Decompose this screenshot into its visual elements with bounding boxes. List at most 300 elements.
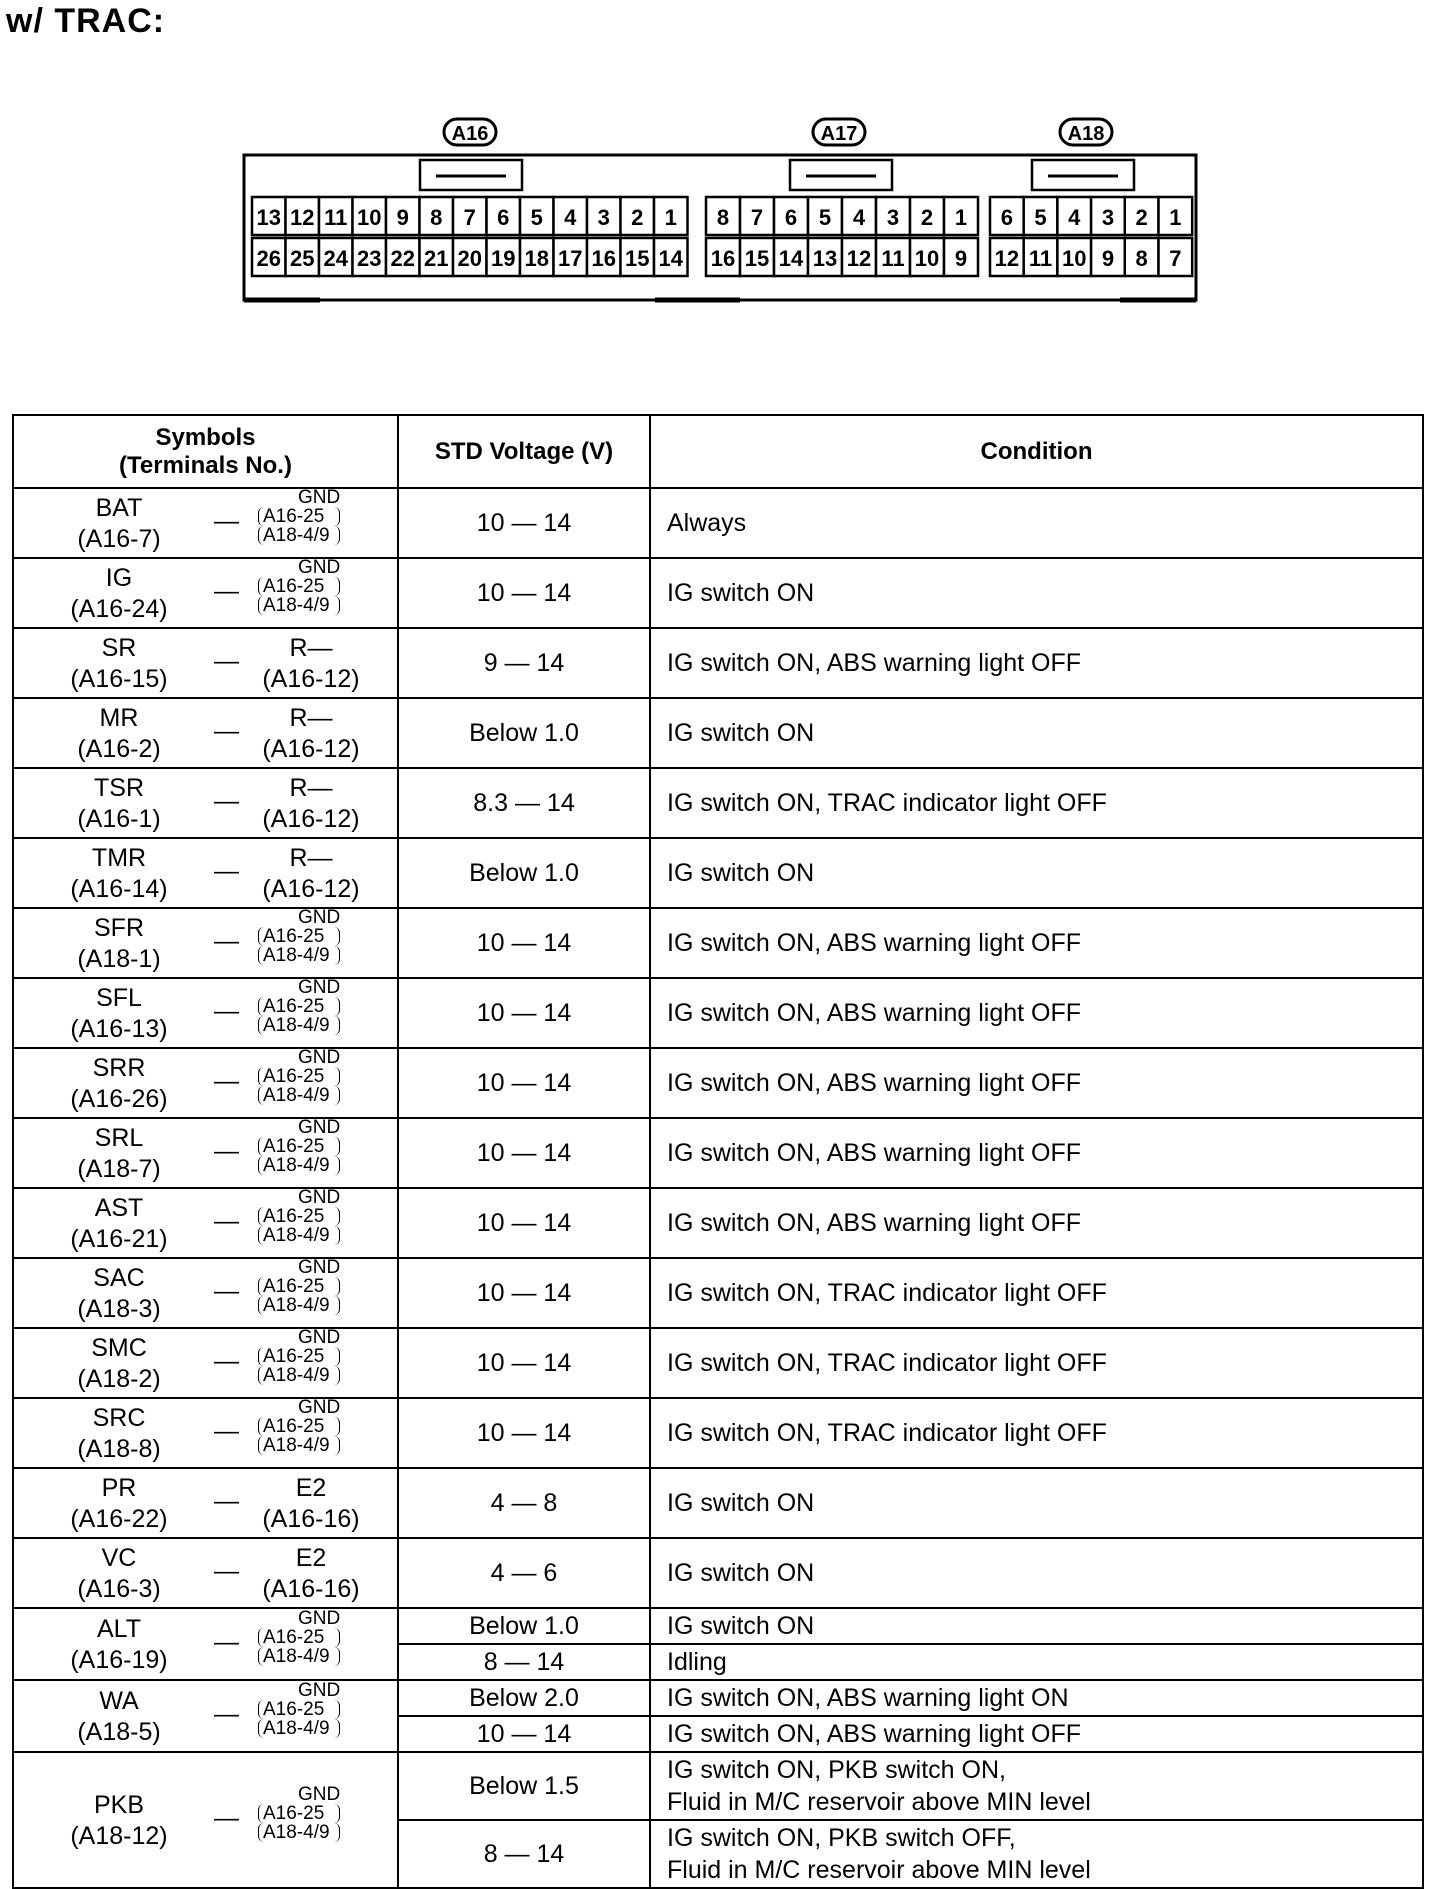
condition-cell: IG switch ON, TRAC indicator light OFF	[650, 1258, 1423, 1328]
symbol-cell	[14, 773, 224, 835]
voltage-cell: Below 1.0	[398, 1608, 650, 1644]
gnd-ref-2: A18-4/9	[258, 1016, 340, 1035]
symbol-column	[13, 838, 398, 908]
gnd-reference	[258, 1609, 340, 1666]
dash-separator: —	[214, 507, 239, 535]
gnd-label: GND	[298, 1397, 341, 1418]
voltage-cell: 8 — 14	[398, 1644, 650, 1680]
symbol-terminal: (A16-7)	[77, 525, 161, 553]
pin-number: 8	[430, 205, 443, 230]
symbol-terminal: (A16-2)	[77, 735, 161, 763]
svg-text:A17: A17	[820, 123, 858, 145]
condition-cell	[650, 1752, 1423, 1820]
voltage-cell: 10 — 14	[398, 1328, 650, 1398]
gnd-reference	[258, 978, 340, 1035]
dash-separator: —	[214, 1207, 239, 1235]
reference-terminal: (A16-12)	[262, 735, 360, 763]
reference-terminal: (A16-12)	[262, 665, 360, 693]
gnd-label: GND	[298, 1680, 341, 1701]
table-row	[13, 1258, 1423, 1328]
symbol-column	[13, 1680, 398, 1752]
pin-number: 13	[256, 205, 281, 230]
condition-cell: IG switch ON, ABS warning light OFF	[650, 628, 1423, 698]
pin-number: 22	[390, 246, 415, 271]
table-row	[13, 488, 1423, 558]
reference-name: E2	[295, 1474, 327, 1502]
table-row	[13, 978, 1423, 1048]
symbol-column	[13, 1538, 398, 1608]
table-row	[13, 1752, 1423, 1820]
pin-number: 9	[396, 205, 409, 230]
pin-number: 7	[750, 205, 764, 230]
svg-text:A16: A16	[451, 123, 489, 145]
table-row	[13, 1468, 1423, 1538]
gnd-ref-1: A16-25	[258, 1804, 340, 1823]
gnd-ref-2: A18-4/9	[258, 1823, 340, 1842]
table-row	[13, 698, 1423, 768]
symbol-name: SMC	[91, 1334, 147, 1362]
symbol-column	[13, 1398, 398, 1468]
table-row	[13, 1398, 1423, 1468]
dash-separator: —	[214, 1347, 239, 1375]
condition-cell: IG switch ON, TRAC indicator light OFF	[650, 1398, 1423, 1468]
reference-terminal: (A16-12)	[262, 875, 360, 903]
pin-number: 1	[664, 205, 677, 230]
symbol-cell	[14, 1193, 224, 1255]
condition-cell: IG switch ON	[650, 558, 1423, 628]
connector-label-a16	[444, 119, 496, 145]
symbol-name: WA	[99, 1687, 139, 1715]
gnd-ref-2: A18-4/9	[258, 1086, 340, 1105]
condition-cell: IG switch ON	[650, 1608, 1423, 1644]
gnd-ref-2: A18-4/9	[258, 1296, 340, 1315]
symbol-name: SR	[101, 634, 137, 662]
header-symbols	[13, 415, 398, 488]
voltage-cell: 4 — 8	[398, 1468, 650, 1538]
gnd-ref-1: A16-25	[258, 927, 340, 946]
symbol-name: PR	[101, 1474, 137, 1502]
pin-number: 11	[881, 246, 905, 271]
dash-separator: —	[214, 857, 239, 885]
reference-name: R—	[289, 844, 333, 872]
gnd-ref-1: A16-25	[258, 1277, 340, 1296]
symbol-column	[13, 698, 398, 768]
condition-cell: IG switch ON, TRAC indicator light OFF	[650, 768, 1423, 838]
gnd-ref-2: A18-4/9	[258, 946, 340, 965]
pin-number: 2	[920, 205, 934, 230]
pin-number: 12	[290, 205, 315, 230]
pin-number: 10	[914, 246, 940, 271]
table-row	[13, 1328, 1423, 1398]
pin-number: 23	[357, 246, 382, 271]
condition-line-2: Fluid in M/C reservoir above MIN level	[667, 1856, 1091, 1884]
symbol-cell	[14, 703, 224, 765]
symbol-cell	[14, 1686, 224, 1748]
table-row	[13, 1188, 1423, 1258]
pin-number: 19	[491, 246, 516, 271]
symbol-cell	[14, 1333, 224, 1395]
voltage-cell: Below 1.0	[398, 698, 650, 768]
pin-number: 4	[1068, 205, 1081, 230]
reference-name: E2	[295, 1544, 327, 1572]
voltage-cell: 9 — 14	[398, 628, 650, 698]
symbol-column	[13, 1118, 398, 1188]
reference-cell	[236, 773, 386, 835]
pin-number: 12	[994, 246, 1020, 271]
pin-number: 14	[778, 246, 804, 271]
symbol-name: VC	[101, 1544, 137, 1572]
dash-separator: —	[214, 997, 239, 1025]
symbol-name: TSR	[94, 774, 144, 802]
reference-name: R—	[289, 634, 333, 662]
gnd-label: GND	[298, 907, 341, 928]
symbol-column	[13, 978, 398, 1048]
pin-number: 4	[852, 205, 866, 230]
voltage-cell: Below 1.0	[398, 838, 650, 908]
gnd-ref-1: A16-25	[258, 1347, 340, 1366]
symbol-terminal: (A16-15)	[70, 665, 168, 693]
gnd-label: GND	[298, 1257, 341, 1278]
symbol-column	[13, 1752, 398, 1888]
table-row	[13, 1680, 1423, 1716]
condition-cell: IG switch ON, ABS warning light OFF	[650, 978, 1423, 1048]
symbol-cell	[14, 1053, 224, 1115]
symbol-terminal: (A16-26)	[70, 1085, 168, 1113]
symbol-cell	[14, 1123, 224, 1185]
gnd-reference	[258, 1048, 340, 1105]
header-symbols-label: Symbols	[155, 423, 256, 451]
dash-separator: —	[214, 1417, 239, 1445]
symbol-cell	[14, 1790, 224, 1852]
pin-number: 21	[424, 246, 449, 271]
pin-number: 10	[357, 205, 382, 230]
reference-terminal: (A16-16)	[262, 1505, 360, 1533]
pin-number: 3	[886, 205, 900, 230]
voltage-cell: 10 — 14	[398, 1398, 650, 1468]
dash-separator: —	[214, 1277, 239, 1305]
pin-number: 9	[954, 246, 968, 271]
gnd-ref-1: A16-25	[258, 1700, 340, 1719]
symbol-cell	[14, 563, 224, 625]
condition-cell: IG switch ON	[650, 1538, 1423, 1608]
gnd-label: GND	[298, 977, 341, 998]
symbol-terminal: (A16-19)	[70, 1646, 168, 1674]
gnd-ref-1: A16-25	[258, 1137, 340, 1156]
gnd-ref-1: A16-25	[258, 1207, 340, 1226]
symbol-cell	[14, 913, 224, 975]
gnd-ref-1: A16-25	[258, 1417, 340, 1436]
pin-number: 1	[1169, 205, 1182, 230]
voltage-cell: 10 — 14	[398, 1118, 650, 1188]
gnd-reference	[258, 1188, 340, 1245]
gnd-reference	[258, 1328, 340, 1385]
condition-cell: IG switch ON, ABS warning light OFF	[650, 1118, 1423, 1188]
gnd-ref-2: A18-4/9	[258, 1226, 340, 1245]
pin-number: 13	[812, 246, 838, 271]
gnd-label: GND	[298, 557, 341, 578]
table-row	[13, 628, 1423, 698]
pin-number: 24	[323, 246, 348, 271]
voltage-cell: 8 — 14	[398, 1820, 650, 1888]
pin-number: 2	[631, 205, 644, 230]
symbol-terminal: (A18-5)	[77, 1718, 161, 1746]
condition-cell: IG switch ON	[650, 838, 1423, 908]
gnd-ref-2: A18-4/9	[258, 1647, 340, 1666]
gnd-ref-2: A18-4/9	[258, 1436, 340, 1455]
dash-separator: —	[214, 1067, 239, 1095]
condition-cell: Idling	[650, 1644, 1423, 1680]
symbol-cell	[14, 983, 224, 1045]
voltage-cell: 10 — 14	[398, 1048, 650, 1118]
gnd-label: GND	[298, 1784, 341, 1805]
symbol-name: SRC	[92, 1404, 146, 1432]
gnd-label: GND	[298, 487, 341, 508]
table-row	[13, 1608, 1423, 1644]
pin-number: 6	[784, 205, 798, 230]
voltage-cell: 10 — 14	[398, 908, 650, 978]
symbol-name: SRL	[94, 1124, 144, 1152]
voltage-cell: 10 — 14	[398, 488, 650, 558]
voltage-cell: Below 1.5	[398, 1752, 650, 1820]
gnd-label: GND	[298, 1047, 341, 1068]
gnd-reference	[258, 1785, 340, 1842]
dash-separator: —	[214, 717, 239, 745]
symbol-name: SAC	[93, 1264, 145, 1292]
condition-cell: IG switch ON, ABS warning light OFF	[650, 908, 1423, 978]
condition-cell: IG switch ON, ABS warning light OFF	[650, 1188, 1423, 1258]
reference-terminal: (A16-16)	[262, 1575, 360, 1603]
symbol-column	[13, 1048, 398, 1118]
symbol-terminal: (A18-2)	[77, 1365, 161, 1393]
symbol-cell	[14, 1473, 224, 1535]
voltage-cell: 10 — 14	[398, 558, 650, 628]
dash-separator: —	[214, 577, 239, 605]
symbol-terminal: (A16-3)	[77, 1575, 161, 1603]
symbol-name: PKB	[93, 1791, 145, 1819]
table-row	[13, 908, 1423, 978]
symbol-name: SRR	[92, 1054, 146, 1082]
dash-separator: —	[214, 1700, 239, 1728]
pin-number: 2	[1135, 205, 1148, 230]
pin-number: 7	[463, 205, 476, 230]
symbol-column	[13, 1608, 398, 1680]
symbol-terminal: (A16-22)	[70, 1505, 168, 1533]
gnd-label: GND	[298, 1327, 341, 1348]
gnd-label: GND	[298, 1187, 341, 1208]
pin-number: 17	[558, 246, 583, 271]
pin-number: 16	[591, 246, 616, 271]
symbol-terminal: (A18-7)	[77, 1155, 161, 1183]
gnd-ref-1: A16-25	[258, 1067, 340, 1086]
condition-cell: IG switch ON, ABS warning light OFF	[650, 1048, 1423, 1118]
symbol-cell	[14, 1263, 224, 1325]
symbol-column	[13, 628, 398, 698]
symbol-cell	[14, 493, 224, 555]
reference-name: R—	[289, 704, 333, 732]
condition-cell: Always	[650, 488, 1423, 558]
symbol-column	[13, 558, 398, 628]
condition-cell: IG switch ON	[650, 1468, 1423, 1538]
voltage-cell: 10 — 14	[398, 1258, 650, 1328]
symbol-name: IG	[105, 564, 133, 592]
symbol-terminal: (A16-14)	[70, 875, 168, 903]
symbol-name: ALT	[97, 1615, 141, 1643]
pin-number: 9	[1101, 246, 1115, 271]
reference-cell	[236, 703, 386, 765]
pin-number: 5	[1034, 205, 1047, 230]
pin-number: 4	[564, 205, 577, 230]
pin-number: 26	[256, 246, 281, 271]
gnd-ref-1: A16-25	[258, 1628, 340, 1647]
pin-number: 10	[1062, 246, 1087, 271]
symbol-terminal: (A16-1)	[77, 805, 161, 833]
dash-separator: —	[214, 787, 239, 815]
connector-label-a17	[813, 119, 865, 145]
symbol-column	[13, 488, 398, 558]
dash-separator: —	[214, 927, 239, 955]
symbol-cell	[14, 1614, 224, 1676]
pin-number: 5	[818, 205, 832, 230]
dash-separator: —	[214, 647, 239, 675]
pin-number: 8	[716, 205, 730, 230]
header-condition: Condition	[650, 415, 1423, 488]
pin-number: 5	[530, 205, 543, 230]
pin-number: 15	[744, 246, 770, 271]
pin-number: 15	[625, 246, 650, 271]
pin-number: 16	[710, 246, 736, 271]
voltage-cell: Below 2.0	[398, 1680, 650, 1716]
gnd-reference	[258, 1118, 340, 1175]
pin-number: 3	[1101, 205, 1115, 230]
dash-separator: —	[214, 1487, 239, 1515]
symbol-terminal: (A18-1)	[77, 945, 161, 973]
pin-number: 14	[658, 246, 683, 271]
condition-cell: IG switch ON, ABS warning light ON	[650, 1680, 1423, 1716]
symbol-terminal: (A18-8)	[77, 1435, 161, 1463]
gnd-label: GND	[298, 1117, 341, 1138]
voltage-cell: 4 — 6	[398, 1538, 650, 1608]
reference-cell	[236, 1473, 386, 1535]
gnd-reference	[258, 1398, 340, 1455]
dash-separator: —	[214, 1804, 239, 1832]
pin-number: 11	[1028, 246, 1053, 271]
pin-number: 25	[290, 246, 315, 271]
condition-cell	[650, 1820, 1423, 1888]
table-row	[13, 558, 1423, 628]
header-voltage: STD Voltage (V)	[398, 415, 650, 488]
gnd-ref-1: A16-25	[258, 507, 340, 526]
symbol-column	[13, 768, 398, 838]
gnd-ref-1: A16-25	[258, 577, 340, 596]
pin-number: 6	[497, 205, 510, 230]
symbol-column	[13, 1188, 398, 1258]
pin-number: 18	[524, 246, 549, 271]
voltage-cell: 10 — 14	[398, 1716, 650, 1752]
pin-number: 3	[597, 205, 610, 230]
symbol-column	[13, 1258, 398, 1328]
symbol-terminal: (A16-13)	[70, 1015, 168, 1043]
symbol-name: SFR	[94, 914, 144, 942]
symbol-column	[13, 1328, 398, 1398]
pin-number: 11	[324, 205, 348, 230]
symbol-column	[13, 908, 398, 978]
gnd-ref-2: A18-4/9	[258, 596, 340, 615]
symbol-name: AST	[94, 1194, 144, 1222]
terminal-voltage-table	[12, 414, 1424, 1889]
voltage-cell: 8.3 — 14	[398, 768, 650, 838]
gnd-reference	[258, 908, 340, 965]
symbol-cell	[14, 1403, 224, 1465]
table-row	[13, 1048, 1423, 1118]
gnd-ref-2: A18-4/9	[258, 1719, 340, 1738]
pin-number: 12	[846, 246, 872, 271]
condition-line-1: IG switch ON, PKB switch OFF,	[667, 1824, 1016, 1852]
dash-separator: —	[214, 1557, 239, 1585]
connector-label-a18	[1060, 119, 1112, 145]
voltage-cell: 10 — 14	[398, 1188, 650, 1258]
reference-cell	[236, 1543, 386, 1605]
pin-number: 8	[1135, 246, 1148, 271]
symbol-name: BAT	[95, 494, 143, 522]
symbol-cell	[14, 843, 224, 905]
symbol-cell	[14, 1543, 224, 1605]
reference-terminal: (A16-12)	[262, 805, 360, 833]
symbol-terminal: (A18-3)	[77, 1295, 161, 1323]
symbol-terminal: (A16-21)	[70, 1225, 168, 1253]
gnd-reference	[258, 1681, 340, 1738]
condition-line-1: IG switch ON, PKB switch ON,	[667, 1756, 1006, 1784]
symbol-terminal: (A18-12)	[70, 1822, 168, 1850]
reference-cell	[236, 843, 386, 905]
table-row	[13, 838, 1423, 908]
reference-name: R—	[289, 774, 333, 802]
symbol-name: MR	[99, 704, 139, 732]
condition-cell: IG switch ON	[650, 698, 1423, 768]
ecu-connector-diagram	[0, 0, 1440, 320]
table-row	[13, 768, 1423, 838]
gnd-ref-2: A18-4/9	[258, 1366, 340, 1385]
gnd-ref-2: A18-4/9	[258, 1156, 340, 1175]
gnd-ref-1: A16-25	[258, 997, 340, 1016]
pin-number: 6	[1000, 205, 1013, 230]
svg-text:A18: A18	[1067, 123, 1105, 145]
reference-cell	[236, 633, 386, 695]
header-terminals-label: (Terminals No.)	[119, 451, 292, 479]
condition-cell: IG switch ON, ABS warning light OFF	[650, 1716, 1423, 1752]
condition-cell: IG switch ON, TRAC indicator light OFF	[650, 1328, 1423, 1398]
gnd-reference	[258, 558, 340, 615]
table-row	[13, 1118, 1423, 1188]
pin-number: 20	[457, 246, 482, 271]
gnd-label: GND	[298, 1608, 341, 1629]
table-row	[13, 1538, 1423, 1608]
symbol-name: TMR	[91, 844, 147, 872]
condition-line-2: Fluid in M/C reservoir above MIN level	[667, 1788, 1091, 1816]
symbol-name: SFL	[96, 984, 142, 1012]
voltage-cell: 10 — 14	[398, 978, 650, 1048]
pin-number: 7	[1169, 246, 1182, 271]
gnd-reference	[258, 488, 340, 545]
dash-separator: —	[214, 1628, 239, 1656]
gnd-ref-2: A18-4/9	[258, 526, 340, 545]
symbol-column	[13, 1468, 398, 1538]
symbol-cell	[14, 633, 224, 695]
pin-number: 1	[954, 205, 968, 230]
symbol-terminal: (A16-24)	[70, 595, 168, 623]
table-header-row	[13, 415, 1423, 488]
gnd-reference	[258, 1258, 340, 1315]
dash-separator: —	[214, 1137, 239, 1165]
